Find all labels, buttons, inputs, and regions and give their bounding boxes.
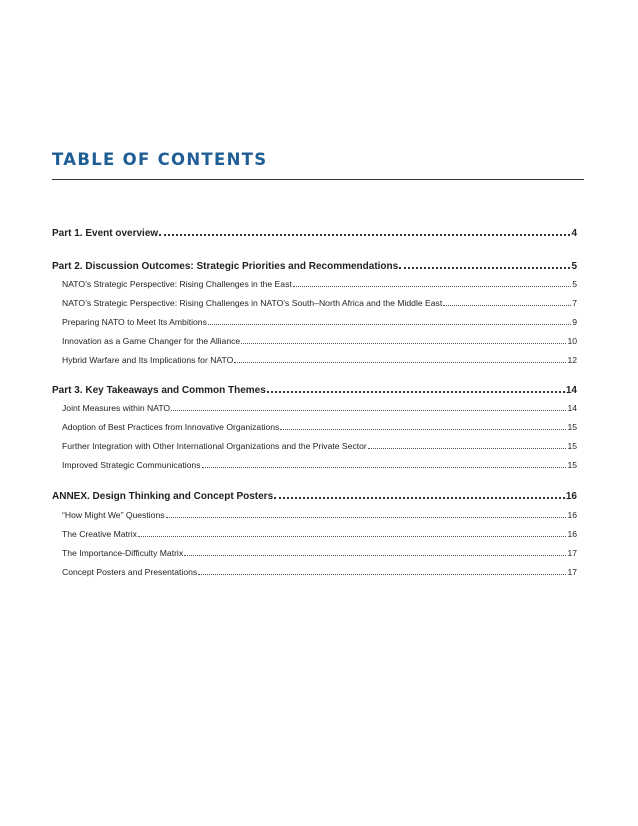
toc-entry-page: 16	[567, 529, 577, 539]
dot-leader	[368, 442, 567, 449]
dot-leader	[443, 299, 571, 306]
toc-entry-page: 15	[567, 460, 577, 470]
toc-sub-entry[interactable]	[52, 510, 577, 520]
toc-sub-entry[interactable]	[52, 441, 577, 451]
toc-sub-entry[interactable]	[52, 336, 577, 346]
title-divider	[52, 179, 584, 180]
toc-entry-title: Innovation as a Game Changer for the Alliance	[62, 336, 241, 346]
dot-leader	[202, 461, 567, 468]
dot-leader	[293, 280, 571, 287]
toc-sub-entry[interactable]	[52, 548, 577, 558]
toc-entry-title: Joint Measures within NATO	[62, 403, 171, 413]
dot-leader	[274, 490, 565, 499]
toc-entry-title: Part 1. Event overview	[52, 228, 159, 239]
toc-entry-page: 16	[567, 510, 577, 520]
toc-entry-page: 15	[567, 441, 577, 451]
toc-entry-page: 5	[571, 261, 577, 272]
toc-entry-title: ANNEX. Design Thinking and Concept Posters	[52, 491, 274, 502]
toc-entry-title: Preparing NATO to Meet Its Ambitions	[62, 317, 207, 327]
toc-part-entry[interactable]	[52, 227, 577, 239]
toc-sub-entry[interactable]	[52, 403, 577, 413]
toc-entry-page: 4	[571, 228, 577, 239]
dot-leader	[159, 227, 570, 236]
toc-entry-page: 17	[567, 548, 577, 558]
dot-leader	[280, 423, 566, 430]
dot-leader	[399, 260, 570, 269]
toc-sub-entry[interactable]	[52, 317, 577, 327]
toc-entry-title: Adoption of Best Practices from Innovative Organizations	[62, 422, 280, 432]
dot-leader	[171, 404, 566, 411]
dot-leader	[166, 511, 567, 518]
toc-sub-entry[interactable]	[52, 279, 577, 289]
dot-leader	[184, 549, 566, 556]
dot-leader	[234, 356, 566, 363]
toc-sub-entry[interactable]	[52, 529, 577, 539]
toc-sub-entry[interactable]	[52, 460, 577, 470]
toc-entry-page: 15	[567, 422, 577, 432]
toc-entry-title: Hybrid Warfare and Its Implications for NATO	[62, 355, 234, 365]
toc-entry-title: Part 2. Discussion Outcomes: Strategic Priorities and Recommendations	[52, 261, 399, 272]
dot-leader	[267, 384, 565, 393]
toc-part-entry[interactable]	[52, 384, 577, 396]
toc-entry-page: 14	[567, 403, 577, 413]
toc-entry-page: 12	[567, 355, 577, 365]
toc-entry-title: “How Might We” Questions	[62, 510, 165, 520]
toc-part-entry[interactable]	[52, 260, 577, 272]
toc-entry-title: NATO’s Strategic Perspective: Rising Challenges in NATO’s South–North Africa and the Middle East	[62, 298, 443, 308]
dot-leader	[198, 568, 566, 575]
toc-entry-title: Further Integration with Other International Organizations and the Private Sector	[62, 441, 367, 451]
toc-entry-title: Part 3. Key Takeaways and Common Themes	[52, 385, 266, 396]
toc-entry-title: NATO’s Strategic Perspective: Rising Challenges in the East	[62, 279, 292, 289]
dot-leader	[241, 337, 566, 344]
toc-entry-page: 16	[565, 491, 577, 502]
toc-sub-entry[interactable]	[52, 422, 577, 432]
dot-leader	[208, 318, 571, 325]
toc-entry-page: 14	[565, 385, 577, 396]
toc-entry-title: The Importance-Difficulty Matrix	[62, 548, 184, 558]
toc-entry-page: 7	[572, 298, 577, 308]
toc-sub-entry[interactable]	[52, 298, 577, 308]
dot-leader	[138, 530, 566, 537]
toc-entry-page: 17	[567, 567, 577, 577]
toc-sub-entry[interactable]	[52, 355, 577, 365]
toc-entry-title: Improved Strategic Communications	[62, 460, 201, 470]
toc-entry-page: 10	[567, 336, 577, 346]
toc-part-entry[interactable]	[52, 490, 577, 502]
toc-entry-title: Concept Posters and Presentations	[62, 567, 198, 577]
toc-entry-page: 5	[572, 279, 577, 289]
toc-entry-page: 9	[572, 317, 577, 327]
page-title: TABLE OF CONTENTS	[52, 150, 268, 169]
toc-sub-entry[interactable]	[52, 567, 577, 577]
toc-entry-title: The Creative Matrix	[62, 529, 137, 539]
